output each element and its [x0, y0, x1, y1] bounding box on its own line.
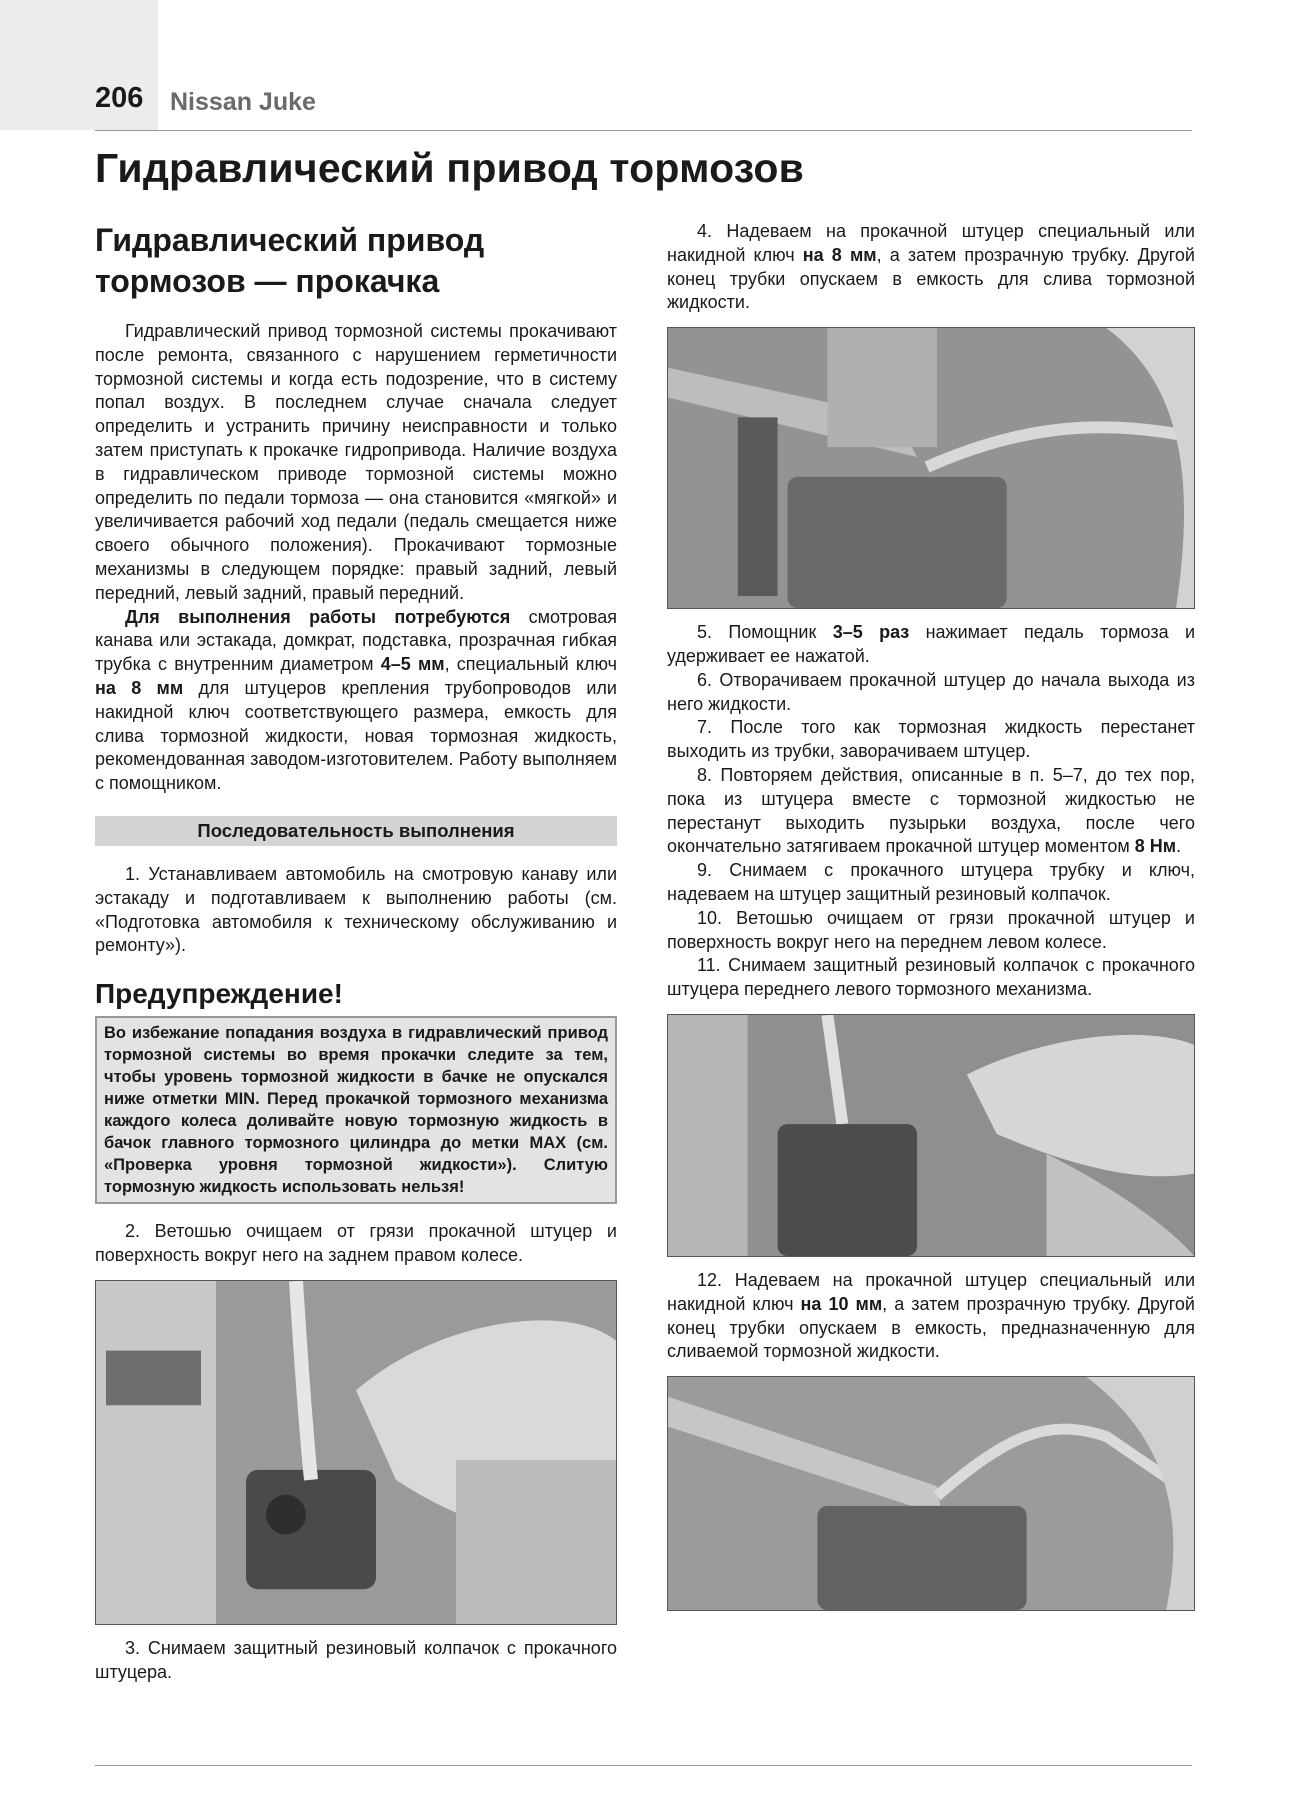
step-7: 7. После того как тормозная жидкость перестанет выходить из трубки, заворачиваем штуцер. — [667, 717, 1195, 762]
warning-text: Во избежание попадания воздуха в гидравлический привод тормозной системы во время прокачки следите за тем, чтобы уровень тормозной жидкости в бачке не опускался ниже отметки MIN. Перед прокачкой тормозного механизма каждого колеса доливайте новую тормозную жидкость в бачок главного тормозного цилиндра до метки MAX (см. «Проверка уровня тормозной жидкости»). Слитую тормозную жидкость использовать нельзя! — [104, 1024, 608, 1197]
step-5-bold: 3–5 раз — [832, 622, 910, 643]
step-4-bold: на 8 мм — [802, 244, 877, 265]
step-12 — [667, 1269, 1195, 1364]
step-8-text-1: 8. Повторяем действия, описанные в п. 5–7, до тех пор, пока из штуцера вместе с тормозной жидкостью не перестанут выходить пузырьки воздуха, после чего окончательно затягиваем прокачной штуцер моментом — [667, 764, 1195, 857]
step-6: 6. Отворачиваем прокачной штуцер до начала выхода из него жидкости. — [667, 669, 1195, 714]
section-title-line2: тормозов — прокачка — [95, 263, 440, 299]
footer-rule — [95, 1765, 1192, 1766]
book-title: Nissan Juke — [170, 88, 316, 116]
photo-rear-caliper-glove — [95, 1280, 617, 1625]
step-9: 9. Снимаем с прокачного штуцера трубку и ключ, надеваем на штуцер защитный резиновый колпачок. — [667, 860, 1195, 904]
sequence-heading: Последовательность выполнения — [95, 816, 617, 846]
step-3: 3. Снимаем защитный резиновый колпачок с прокачного штуцера. — [95, 1637, 617, 1682]
step-12-text-1: 12. Надеваем на прокачной штуцер специальный или накидной ключ — [667, 1269, 1195, 1314]
step-5 — [667, 621, 1195, 669]
step-1: 1. Устанавливаем автомобиль на смотровую канаву или эстакаду и подготавливаем к выполнению работы (см. «Подготовка автомобиля к техническому обслуживанию и ремонту»). — [95, 863, 617, 956]
tools-bold: Для выполнения работы потребуются — [125, 606, 511, 627]
page-number: 206 — [95, 82, 144, 114]
step-4-text-2: , а затем прозрачную трубку. Другой конец трубки опускаем в емкость для слива тормозной жидкости. — [667, 244, 1195, 313]
step-11: 11. Снимаем защитный резиновый колпачок с прокачного штуцера переднего левого тормозного механизма. — [667, 955, 1195, 1000]
warning-title: Предупреждение! — [95, 978, 343, 1010]
step-8-text-2: . — [1176, 836, 1182, 857]
intro-paragraph: Гидравлический привод тормозной системы прокачивают после ремонта, связанного с нарушением герметичности тормозной системы и когда есть подозрение, что в систему попал воздух. В последнем случае сначала следует определить и устранить причину неисправности и только затем приступать к прокачке гидропривода. Наличие воздуха в гидравлическом приводе тормозной системы можно определить по педали тормоза — она становится «мягкой» и увеличивается рабочий ход педали (педаль смещается ниже своего обычного положения). Прокачивают тормозные механизмы в следующем порядке: правый задний, левый передний, левый задний, правый передний. — [95, 321, 617, 603]
step-5-text-2: нажимает педаль тормоза и удерживает ее нажатой. — [667, 622, 1195, 666]
step-10: 10. Ветошью очищаем от грязи прокачной штуцер и поверхность вокруг него на переднем левом колесе. — [667, 907, 1195, 952]
tools-diameter: 4–5 мм — [380, 654, 445, 675]
tools-text-2: , специальный ключ — [444, 654, 617, 675]
step-12-text-2: , а затем прозрачную трубку. Другой конец трубки опускаем в емкость, предназначенную для сливаемой тормозной жидкости. — [667, 1293, 1195, 1362]
right-column — [667, 220, 1195, 1623]
tools-text-3: для штуцеров крепления трубопроводов или накидной ключ соответствующего размера, емкость для слива тормозной жидкости, новая тормозная жидкость, рекомендованная заводом-изготовителем. Работу выполняем с помощником. — [95, 677, 617, 794]
step-4 — [667, 220, 1195, 315]
left-column — [95, 220, 617, 1684]
page-title: Гидравлический привод тормозов — [95, 145, 804, 191]
photo-wrench-on-bleeder — [667, 327, 1195, 609]
photo-front-wrench-tube — [667, 1376, 1195, 1611]
step-4-text-1: 4. Надеваем на прокачной штуцер специальный или накидной ключ — [667, 221, 1195, 265]
step-5-text-1: 5. Помощник — [697, 622, 833, 643]
step-12-bold: на 10 мм — [800, 1293, 883, 1314]
step-2: 2. Ветошью очищаем от грязи прокачной штуцер и поверхность вокруг него на заднем правом колесе. — [95, 1221, 617, 1265]
tools-text-1: смотровая канава или эстакада, домкрат, подставка, прозрачная гибкая трубка с внутренним диаметром — [95, 606, 617, 675]
warning-box — [95, 1016, 617, 1204]
step-8-bold: 8 Нм — [1134, 836, 1177, 857]
tools-paragraph — [95, 606, 617, 796]
tools-key-size: на 8 мм — [95, 677, 184, 698]
section-title-line1: Гидравлический привод — [95, 222, 485, 258]
header-rule — [95, 130, 1192, 131]
photo-front-caliper-glove — [667, 1014, 1195, 1257]
section-title — [95, 220, 617, 302]
step-8 — [667, 764, 1195, 859]
